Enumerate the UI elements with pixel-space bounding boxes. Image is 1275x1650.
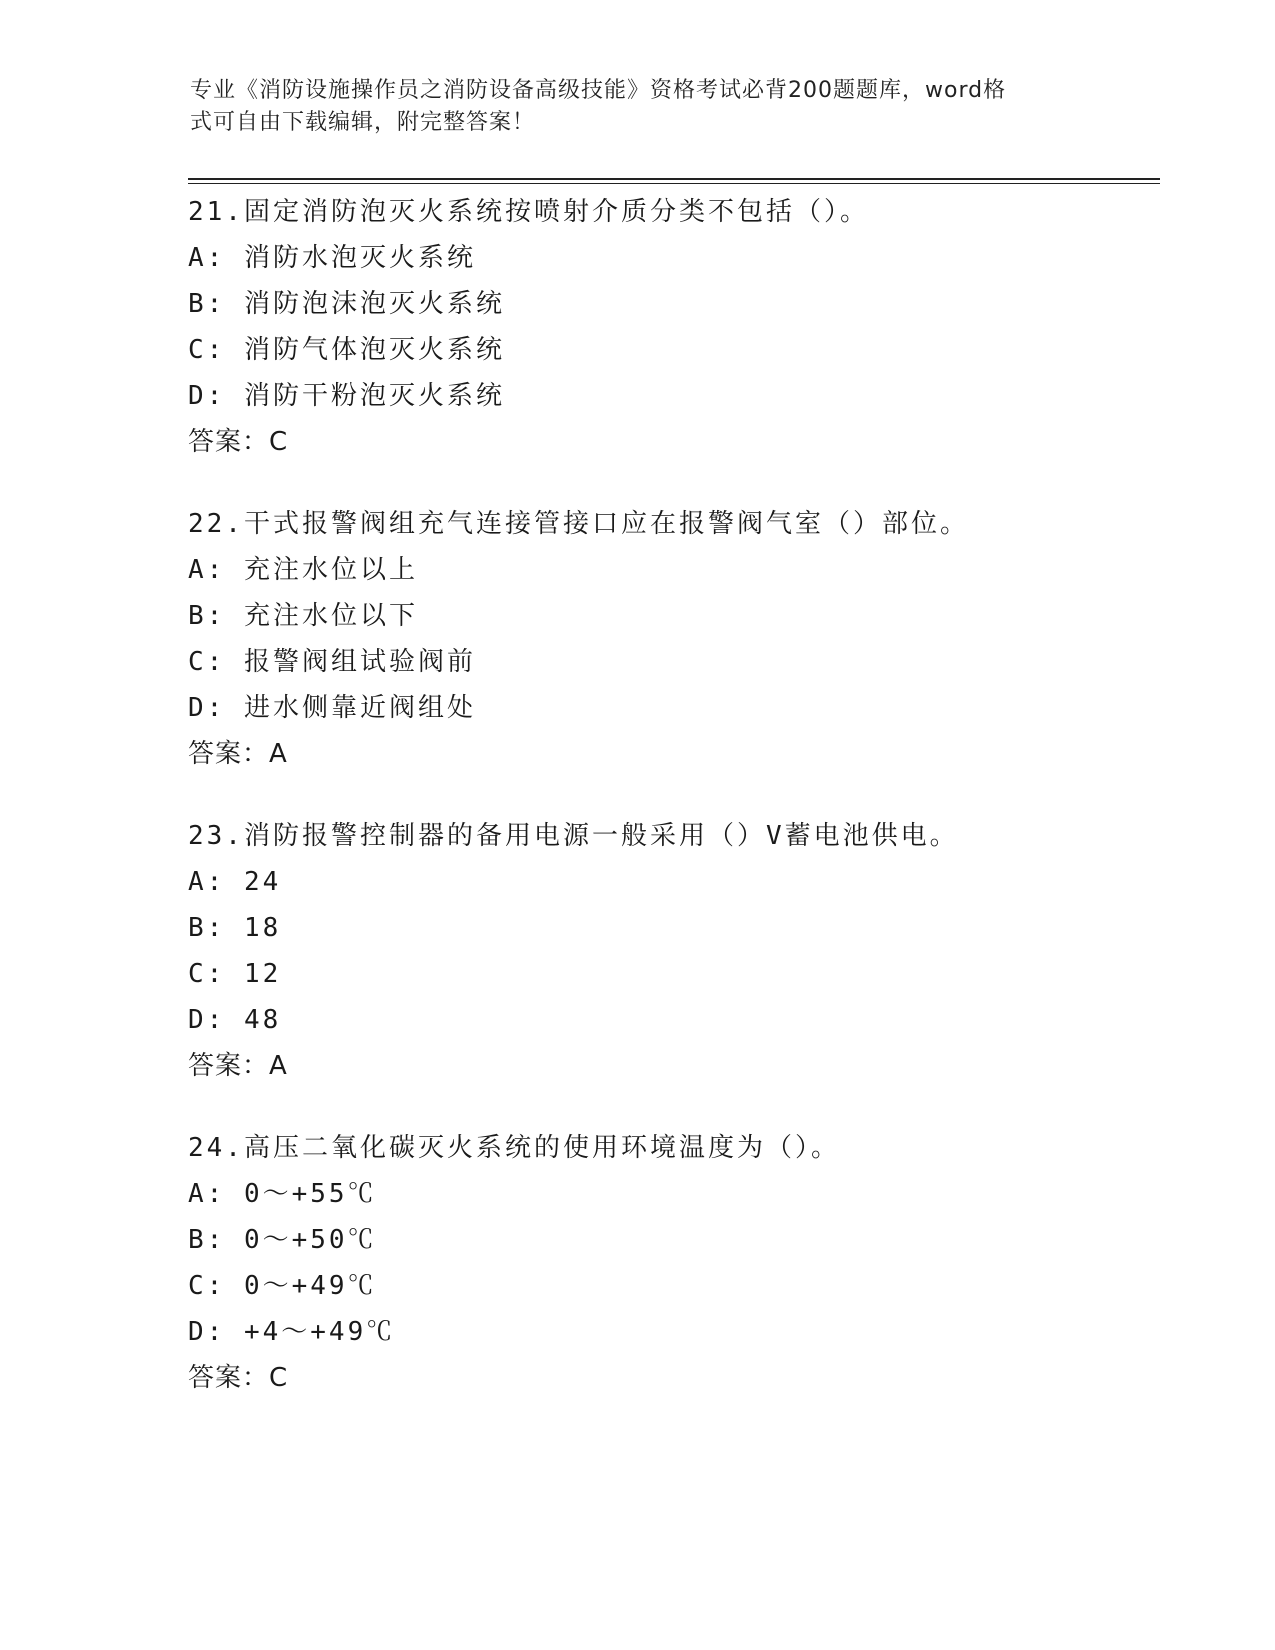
option-a: A: 充注水位以上 — [188, 555, 418, 585]
option-c: C: 报警阀组试验阀前 — [188, 647, 476, 677]
option-c: C: 消防气体泡灭火系统 — [188, 335, 505, 365]
option-a: A: 0～+55℃ — [188, 1179, 377, 1209]
option-b: B: 18 — [188, 913, 282, 943]
option-b: B: 0～+50℃ — [188, 1225, 377, 1255]
question-stem: 22.干式报警阀组充气连接管接口应在报警阀气室（）部位。 — [188, 509, 969, 539]
option-a: A: 24 — [188, 867, 282, 897]
question-22 — [188, 501, 1160, 777]
option-d: D: 进水侧靠近阀组处 — [188, 693, 476, 723]
header-divider-thick — [188, 178, 1160, 180]
question-stem: 23.消防报警控制器的备用电源一般采用（）V蓄电池供电。 — [188, 821, 959, 851]
answer-label: 答案：C — [188, 427, 289, 457]
option-d: D: 48 — [188, 1005, 282, 1035]
option-b: B: 消防泡沫泡灭火系统 — [188, 289, 505, 319]
option-c: C: 0～+49℃ — [188, 1271, 377, 1301]
answer-label: 答案：A — [188, 739, 288, 769]
option-c: C: 12 — [188, 959, 282, 989]
question-24 — [188, 1125, 1160, 1401]
header-line-2: 式可自由下载编辑，附完整答案！ — [190, 110, 536, 135]
option-b: B: 充注水位以下 — [188, 601, 418, 631]
answer-label: 答案：A — [188, 1051, 288, 1081]
question-stem: 24.高压二氧化碳灭火系统的使用环境温度为（）。 — [188, 1133, 840, 1163]
document-header — [190, 75, 1090, 139]
header-divider-thin — [188, 183, 1160, 184]
question-list — [188, 189, 1160, 1437]
question-stem: 21.固定消防泡灭火系统按喷射介质分类不包括（）。 — [188, 197, 869, 227]
option-d: D: +4～+49℃ — [188, 1317, 396, 1347]
header-line-1: 专业《消防设施操作员之消防设备高级技能》资格考试必背200题题库，word格 — [190, 78, 1007, 103]
answer-label: 答案：C — [188, 1363, 289, 1393]
option-d: D: 消防干粉泡灭火系统 — [188, 381, 505, 411]
question-23 — [188, 813, 1160, 1089]
question-21 — [188, 189, 1160, 465]
option-a: A: 消防水泡灭火系统 — [188, 243, 476, 273]
